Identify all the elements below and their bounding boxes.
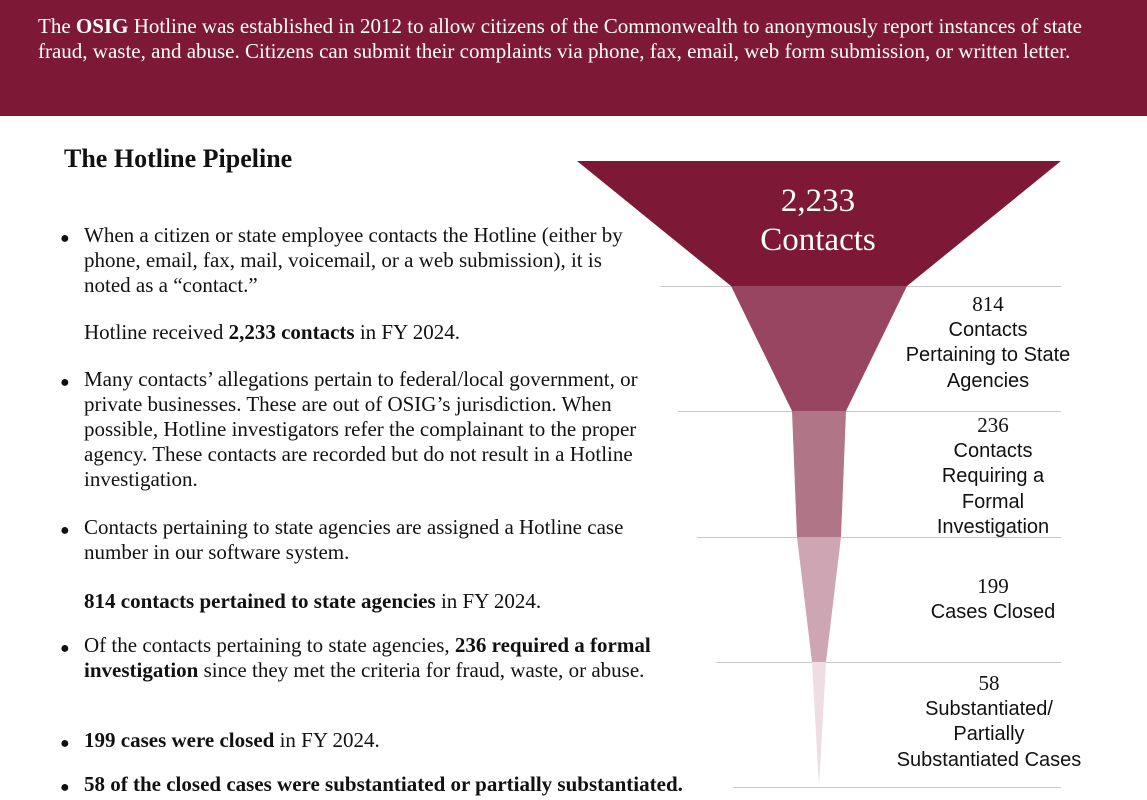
funnel-segment-state-agencies <box>731 286 907 411</box>
bullet-formal-investigation: Of the contacts pertaining to state agencies, 236 required a formal investigation since they met the criteria for fraud, waste, or abuse. <box>84 633 651 682</box>
contacts-total: 2,233 <box>780 183 856 219</box>
paragraph-state-agencies: 814 contacts pertained to state agencies in FY 2024. <box>84 589 542 613</box>
bullet-contact-definition: When a citizen or state employee contacts the Hotline (either by phone, email, fax, mail, voicemail, or a web submission), it is noted as a “contact.” <box>84 223 623 297</box>
funnel-top-label <box>718 182 918 260</box>
funnel-segment-cases-closed <box>797 537 841 662</box>
bullet-dot: ● <box>60 522 70 539</box>
banner-text: The <box>38 14 76 38</box>
bullet-dot: ● <box>60 735 70 752</box>
banner-text-rest: Hotline was established in 2012 to allow citizens of the Commonwealth to anonymously report instances of state fraud, waste, and abuse. Citizens can submit their complaints via phone, fax, email, web form submission, or written letter. <box>38 14 1082 63</box>
paragraph-contacts-received: Hotline received 2,233 contacts in FY 2024. <box>84 320 460 344</box>
bullet-case-number: Contacts pertaining to state agencies are assigned a Hotline case number in our software system. <box>84 515 624 564</box>
bullet-substantiated: 58 of the closed cases were substantiated or partially substantiated. <box>84 772 683 796</box>
banner-text-bold: OSIG <box>75 14 129 38</box>
bullet-out-of-jurisdiction: Many contacts’ allegations pertain to federal/local government, or private businesses. These are out of OSIG’s jurisdiction. When possible, Hotline investigators refer the complainant to the proper agency. These contacts are recorded but do not result in a Hotline investigation. <box>84 367 638 491</box>
contacts-total-label: Contacts <box>760 222 876 258</box>
funnel-segment-formal-investigation <box>792 411 846 537</box>
bullet-dot: ● <box>60 779 70 796</box>
section-heading: The Hotline Pipeline <box>64 144 293 173</box>
stage-label-formal-investigation: 236 Contacts Requiring a Formal Investigation <box>936 413 1050 538</box>
funnel-segment-substantiated <box>812 662 826 787</box>
stage-label-state-agencies: 814 Contacts Pertaining to State Agencies <box>905 292 1071 392</box>
bullet-dot: ● <box>60 230 70 247</box>
bullet-dot: ● <box>60 640 70 657</box>
bullet-cases-closed: 199 cases were closed in FY 2024. <box>84 728 380 752</box>
stage-label-cases-closed: 199 Cases Closed <box>930 574 1056 623</box>
bullet-dot: ● <box>60 374 70 391</box>
stage-label-substantiated: 58 Substantiated/ Partially Substantiated Cases <box>896 671 1082 771</box>
